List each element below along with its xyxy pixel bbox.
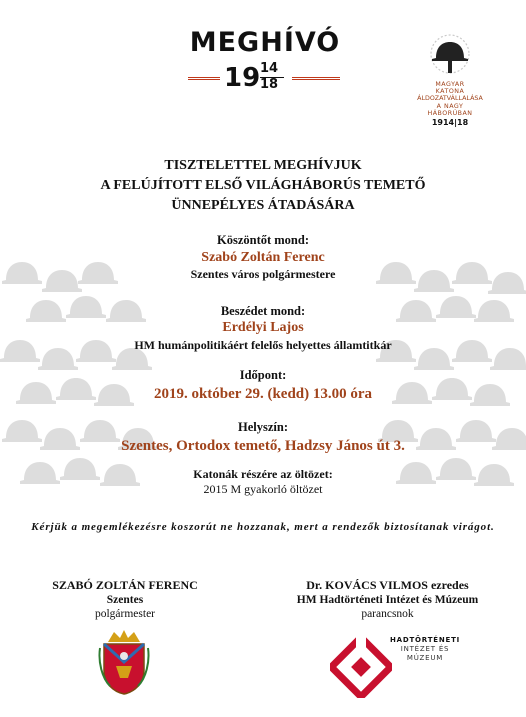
badge-line: KATONA: [435, 88, 465, 96]
museum-logo-mark-icon: [330, 636, 392, 698]
badge-line: MAGYAR: [435, 81, 465, 88]
greeting-section: [0, 232, 526, 282]
szentes-coat-of-arms: [98, 628, 150, 696]
helmet-wreath-icon: [410, 30, 490, 76]
place-label: Helyszín:: [238, 420, 288, 434]
logo-year-line-right: [292, 77, 340, 80]
commemoration-badge: [410, 30, 490, 128]
logo-year-top: 14: [260, 61, 279, 76]
museum-logo-line: HADTÖRTÉNETI: [390, 636, 461, 644]
logo-year-main: 19: [224, 63, 261, 93]
invitation-title: [0, 156, 526, 216]
signature-right-institution: HM Hadtörténeti Intézet és Múzeum: [296, 594, 479, 606]
coat-of-arms-icon: [98, 628, 150, 696]
greeting-label: Köszöntőt mond:: [216, 233, 310, 247]
logo-year-bottom: 18: [260, 77, 279, 92]
badge-line: HÁBORÚBAN: [427, 109, 473, 117]
speech-label: Beszédet mond:: [220, 304, 306, 318]
badge-text: [410, 81, 490, 117]
logo-year-row: [180, 62, 350, 96]
title-line-2: A FELÚJÍTOTT ELSŐ VILÁGHÁBORÚS TEMETŐ: [100, 178, 426, 193]
museum-logo-line: INTÉZET ÉS: [400, 645, 450, 653]
title-line-1: TISZTELETTEL MEGHÍVJUK: [164, 158, 362, 173]
signature-right-title: parancsnok: [361, 608, 414, 620]
title-line-3: ÜNNEPÉLYES ÁTADÁSÁRA: [171, 198, 355, 213]
place-value: Szentes, Ortodox temető, Hadzsy János út 3.: [121, 438, 405, 454]
signature-left-title: polgármester: [94, 608, 156, 620]
flowers-notice: Kérjük a megemlékezésre koszorút ne hozzanak, mert a rendezők biztosítanak virágot.: [31, 521, 495, 533]
place-section: [0, 419, 526, 457]
logo-year-line-left: [188, 77, 220, 80]
greeting-role: Szentes város polgármestere: [190, 267, 336, 281]
greeting-name: Szabó Zoltán Ferenc: [201, 250, 325, 265]
dress-value: 2015 M gyakorló öltözet: [203, 482, 323, 496]
signature-right-name: Dr. KOVÁCS VILMOS ezredes: [306, 578, 469, 592]
time-label: Időpont:: [239, 368, 287, 382]
signature-right: [280, 578, 495, 621]
speech-section: [0, 303, 526, 353]
speech-role: HM humánpolitikáért felelős helyettes államtitkár: [134, 338, 392, 352]
signature-left-city: Szentes: [106, 594, 144, 606]
signature-left-name: SZABÓ ZOLTÁN FERENC: [52, 578, 198, 592]
badge-year: 1914|18: [431, 118, 469, 128]
speech-name: Erdélyi Lajos: [222, 320, 304, 335]
badge-line: A NAGY: [436, 102, 464, 110]
meghivo-logo-word: MEGHÍVÓ: [189, 27, 341, 58]
museum-logo: [330, 628, 470, 700]
meghivo-logo: [180, 28, 350, 98]
badge-line: ÁLDOZATVÁLLALÁSA: [417, 95, 483, 103]
museum-logo-line: MÚZEUM: [406, 654, 444, 662]
dress-label: Katonák részére az öltözet:: [193, 467, 333, 481]
time-value: 2019. október 29. (kedd) 13.00 óra: [153, 386, 373, 402]
signature-left: [40, 578, 210, 621]
helmets-row-lower: [0, 340, 526, 486]
dress-section: [0, 466, 526, 497]
time-section: [0, 367, 526, 405]
museum-logo-text: [390, 636, 460, 663]
